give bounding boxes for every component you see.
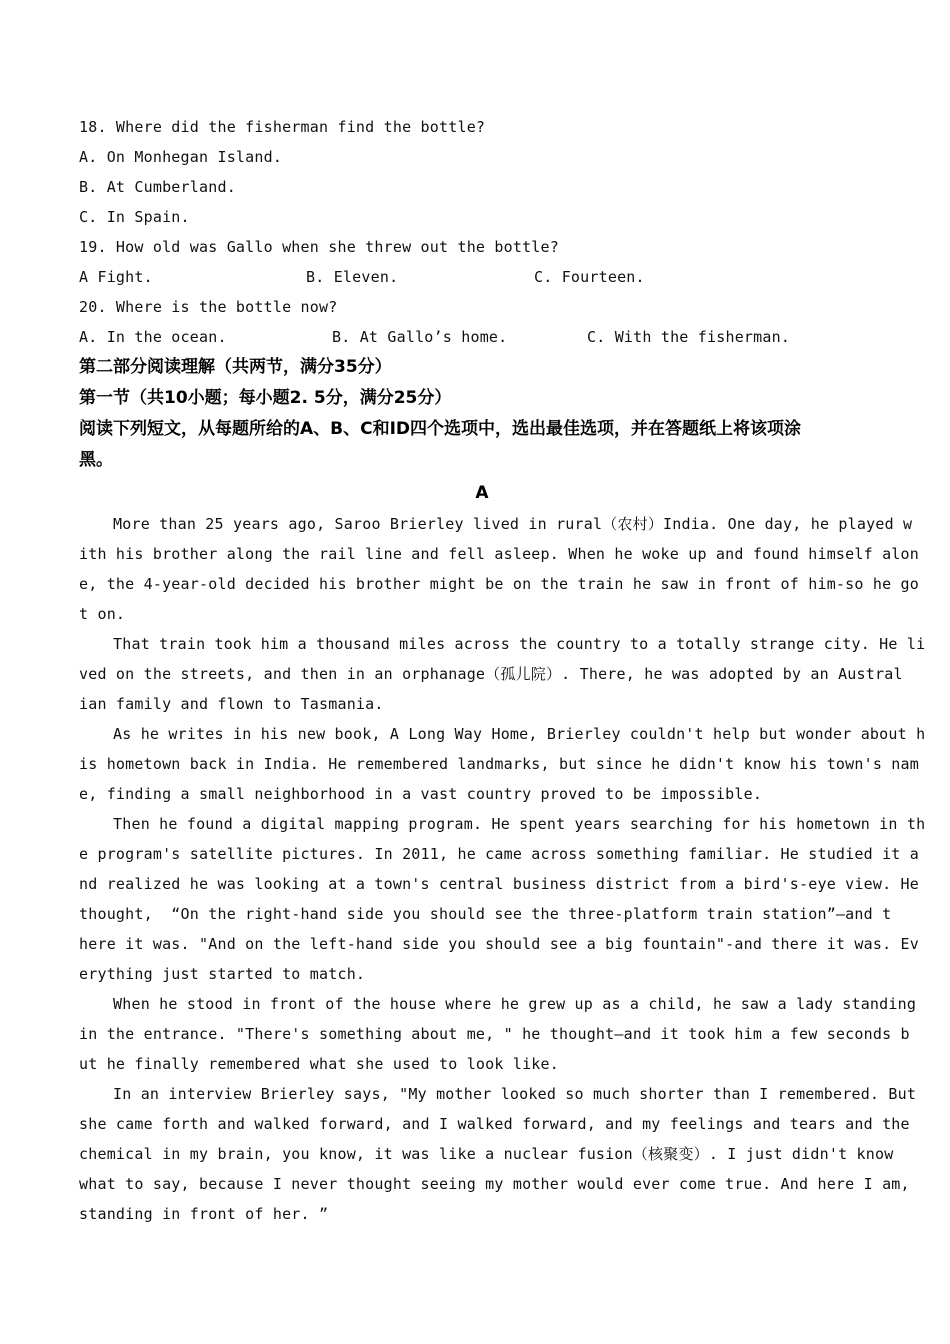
passage-line: thought, “On the right-hand side you should see the three-platform train station”—and t xyxy=(79,905,892,923)
passage-line: ith his brother along the rail line and fell asleep. When he woke up and found himself alon xyxy=(79,545,919,563)
passage-line: ut he finally remembered what she used to look like. xyxy=(79,1055,559,1073)
passage-line: ian family and flown to Tasmania. xyxy=(79,695,384,713)
passage-line: More than 25 years ago, Saroo Brierley lived in rural（农村）India. One day, he played w xyxy=(113,515,913,533)
passage-line: standing in front of her. ” xyxy=(79,1205,329,1223)
instruction-line: 阅读下列短文，从每题所给的A、B、C和ID四个选项中，选出最佳选项，并在答题纸上将该项涂 xyxy=(79,419,802,439)
question-19 xyxy=(79,232,885,292)
passage-line: t on. xyxy=(79,605,126,623)
passage-body xyxy=(79,509,926,1229)
option-c: C. With the fisherman. xyxy=(587,328,791,346)
passage-paragraph xyxy=(79,989,917,1079)
exam-page xyxy=(79,112,926,1229)
passage-line: Then he found a digital mapping program. He spent years searching for his hometown in th xyxy=(113,815,926,833)
passage-line: in the entrance. "There's something about me, " he thought—and it took him a few seconds b xyxy=(79,1025,910,1043)
question-20 xyxy=(79,292,885,352)
passage-line: e, the 4-year-old decided his brother might be on the train he saw in front of him-so he go xyxy=(79,575,919,593)
passage-line: As he writes in his new book, A Long Way Home, Brierley couldn't help but wonder about h xyxy=(113,725,926,743)
part-title: 第二部分阅读理解（共两节，满分35分） xyxy=(79,357,392,377)
option-b: B. Eleven. xyxy=(306,268,399,286)
passage-line: e program's satellite pictures. In 2011, he came across something familiar. He studied it a xyxy=(79,845,919,863)
question-18 xyxy=(79,112,885,232)
subsection-title: 第一节（共10小题；每小题2. 5分，满分25分） xyxy=(79,388,452,408)
passage-line: That train took him a thousand miles across the country to a totally strange city. He li xyxy=(113,635,926,653)
passage-line: nd realized he was looking at a town's central business district from a bird's-eye view. He xyxy=(79,875,919,893)
passage-line: ved on the streets, and then in an orphanage（孤儿院）. There, he was adopted by an Austral xyxy=(79,665,903,683)
option-c: C. Fourteen. xyxy=(534,268,645,286)
option-a: A. In the ocean. xyxy=(79,328,227,346)
options-row xyxy=(79,322,885,352)
passage-paragraph xyxy=(79,509,919,629)
option-b: B. At Cumberland. xyxy=(79,178,236,196)
options-row xyxy=(79,262,885,292)
instruction-line: 黑。 xyxy=(79,450,113,470)
section-header xyxy=(79,352,885,476)
passage-line: erything just started to match. xyxy=(79,965,366,983)
passage-line: When he stood in front of the house where he grew up as a child, he saw a lady standing xyxy=(113,995,917,1013)
passage-line: e, finding a small neighborhood in a vast country proved to be impossible. xyxy=(79,785,763,803)
question-stem: 19. How old was Gallo when she threw out the bottle? xyxy=(79,238,559,256)
option-b: B. At Gallo’s home. xyxy=(332,328,508,346)
question-stem: 20. Where is the bottle now? xyxy=(79,298,338,316)
passage-line: what to say, because I never thought seeing my mother would ever come true. And here I am, xyxy=(79,1175,910,1193)
passage-heading: A xyxy=(475,483,489,503)
option-a: A. On Monhegan Island. xyxy=(79,148,283,166)
option-a: A Fight. xyxy=(79,268,153,286)
passage-paragraph xyxy=(79,629,926,719)
option-c: C. In Spain. xyxy=(79,208,190,226)
passage-paragraph xyxy=(79,1079,917,1229)
passage-paragraph xyxy=(79,719,926,809)
passage-line: is hometown back in India. He remembered landmarks, but since he didn't know his town's nam xyxy=(79,755,919,773)
passage-line: here it was. "And on the left-hand side you should see a big fountain"-and there it was. Ev xyxy=(79,935,919,953)
passage-line: In an interview Brierley says, "My mother looked so much shorter than I remembered. But xyxy=(113,1085,917,1103)
passage-line: she came forth and walked forward, and I walked forward, and my feelings and tears and the xyxy=(79,1115,910,1133)
passage-paragraph xyxy=(79,809,926,989)
passage-line: chemical in my brain, you know, it was like a nuclear fusion（核聚变）. I just didn't know xyxy=(79,1145,894,1163)
question-stem: 18. Where did the fisherman find the bottle? xyxy=(79,118,486,136)
